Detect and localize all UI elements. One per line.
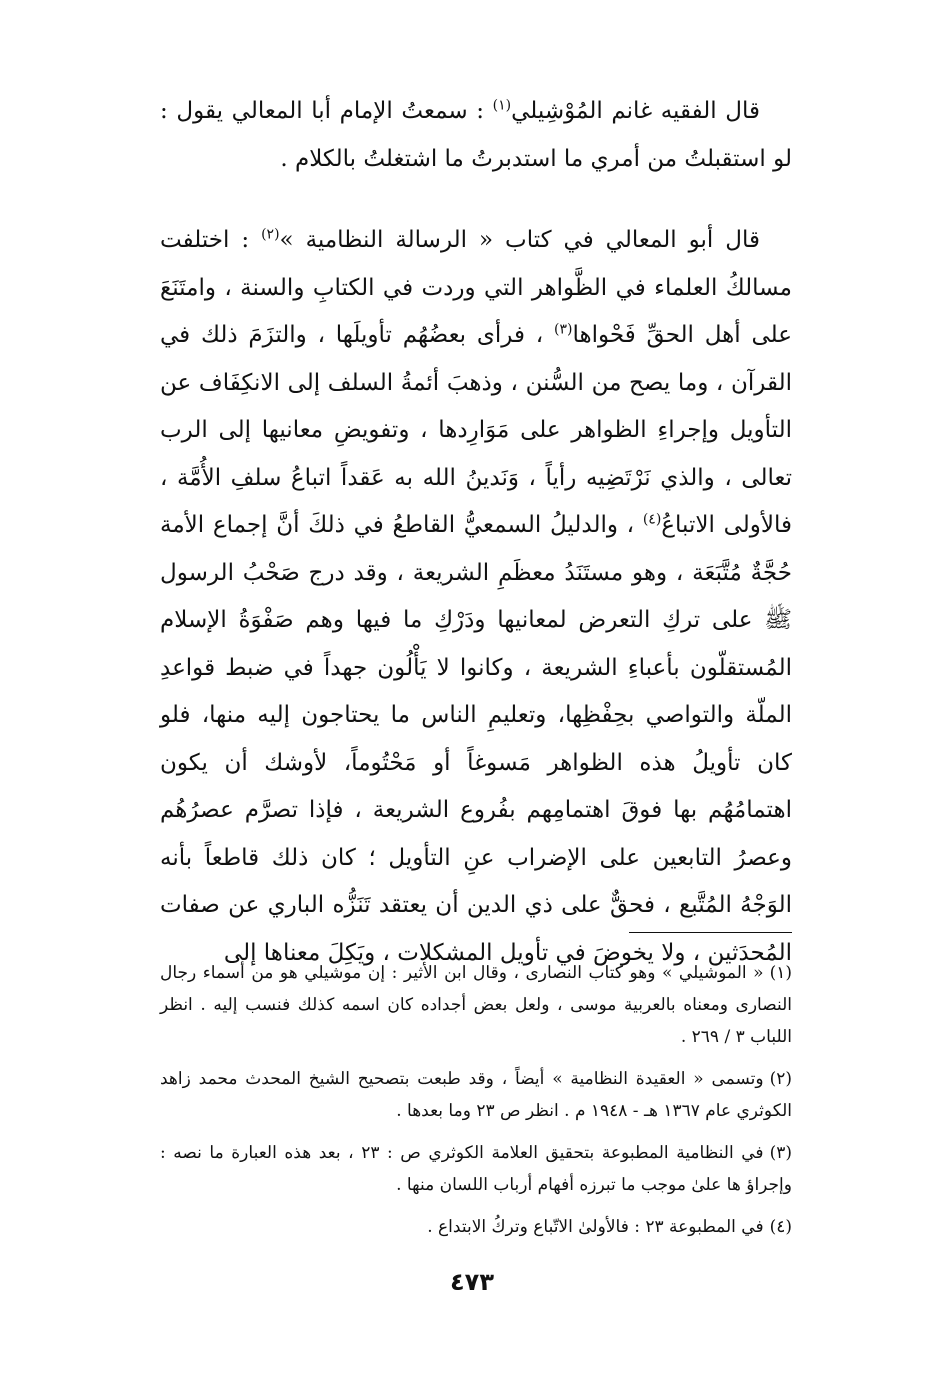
footnotes <box>160 957 792 1253</box>
footnote-1 <box>160 957 792 1053</box>
paragraph-1-start: قال الفقيه غانم المُوْشِيلي <box>511 98 761 124</box>
footnote-ref-4: (٤) <box>642 511 662 528</box>
footnote-1-number: (١) <box>769 963 792 983</box>
paragraph-2-part-3: ، فرأى بعضُهُم تأويلَها ، والتزَمَ ذلك في القرآن ، وما يصح من السُّنن ، وذهبَ أئمةُ السلف إلى الانكِفَاف عن التأويل وإجراءِ الظواهر على مَوَارِدها ، وتفويضِ معانيها إلى الرب تعالى ، والذي نَرْتَضِيه رأياً ، وَنَدينُ الله به عَقداً اتباعُ سلفِ الأُمَّة ، فالأولى الاتباعُ <box>160 322 793 538</box>
paragraph-2-part-4: ، والدليلُ السمعيُّ القاطعُ في ذلكَ أنَّ إجماع الأمة حُجَّةٌ مُتَّبَعَة ، وهو مستَنَدُ معظَمِ الشريعة ، وقد درج صَحْبُ الرسول ﷺ على تركِ التعرض لمعانيها ودَرْكِ ما فيها وهم صَفْوَةُ الإسلام المُستقلّون بأعباءِ الشريعة ، وكانوا لا يَأْلُون جهداً في ضبط قواعدِ الملّة والتواصي بحِفْظِها، وتعليمِ الناس ما يحتاجون إليه منها، فلو كان تأويلُ هذه الظواهر مَسوغاً أو مَحْتُوماً، لأوشك أن يكون اهتمامُهُم بها فوقَ اهتمامِهم بفُروع الشريعة ، فإذا تصرَّم عصرُهُم وعصرُ التابعين على الإضراب عنِ التأويل ؛ كان ذلك قاطعاً بأنه الوَجْهُ المُتَّبع ، فحقٌّ على ذي الدين أن يعتقد تَنَزُّه الباري عن صفات المُحدَثين ، ولا يخوضَ في تأويل المشكلات ، ويَكِلَ معناها إلى <box>160 512 792 966</box>
footnote-separator <box>629 932 792 933</box>
footnote-4-text: في المطبوعة ٢٣ : فالأولىٰ الاتّباع وتركُ الابتداع . <box>427 1217 764 1237</box>
footnote-2-number: (٢) <box>769 1069 792 1089</box>
footnote-3-text: في النظامية المطبوعة بتحقيق العلامة الكوثري ص : ٢٣ ، بعد هذه العبارة ما نصه : وإجراؤ ها علىٰ موجب ما تبرزه أفهام أرباب اللسان منها . <box>160 1143 792 1195</box>
footnote-ref-1: (١) <box>492 97 512 114</box>
footnote-2 <box>160 1063 792 1127</box>
paragraph-2-part-1: قال أبو المعالي في كتاب « الرسالة النظامية » <box>279 227 760 253</box>
footnote-4 <box>160 1211 792 1243</box>
paragraph-2-text <box>160 217 792 977</box>
paragraph-1 <box>160 88 792 183</box>
paragraph-2-part-2: : اختلفت مسالكُ العلماء في الظَّواهر التي وردت في الكتابِ والسنة ، وامتَنَعَ على أهل الحقِّ فَحْواها <box>160 227 792 348</box>
footnote-ref-2: (٢) <box>261 226 280 243</box>
footnote-3-number: (٣) <box>769 1143 792 1163</box>
footnote-ref-3: (٣) <box>554 321 573 338</box>
page-number: ٤٧٣ <box>450 1268 494 1296</box>
footnote-3 <box>160 1137 792 1201</box>
footnote-4-number: (٤) <box>769 1217 792 1237</box>
footnote-1-text: « الموشيلي » وهو كتاب النصارى ، وقال ابن الأثير : إن موشيلي هو من أسماء رجال النصارى ومعناه بالعربية موسى ، ولعل بعض أجداده كان اسمه كذلك فنسب إليه . انظر اللباب ٣ / ٢٦٩ . <box>160 963 792 1047</box>
footnote-2-text: وتسمى « العقيدة النظامية » أيضاً ، وقد طبعت بتصحيح الشيخ المحدث محمد زاهد الكوثري عام ١٣٦٧ هـ - ١٩٤٨ م . انظر ص ٢٣ وما بعدها . <box>160 1069 792 1121</box>
paragraph-2 <box>160 217 792 977</box>
paragraph-1-end: : سمعتُ الإمام أبا المعالي يقول : لو استقبلتُ من أمري ما استدبرتُ ما اشتغلتُ بالكلام . <box>160 98 792 172</box>
paragraph-1-text <box>160 88 792 183</box>
